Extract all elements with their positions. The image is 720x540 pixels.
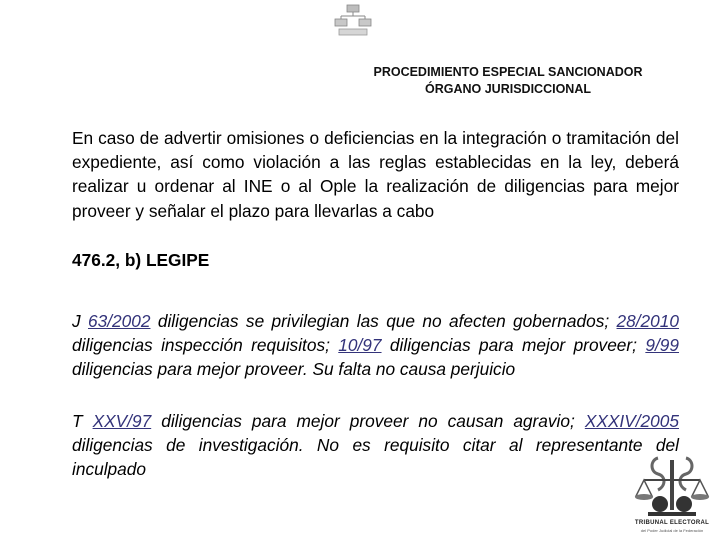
logo-subtitle: del Poder Judicial de la Federación bbox=[640, 528, 704, 533]
thesis-link-xxxiv-2005[interactable]: XXXIV/2005 bbox=[584, 411, 679, 431]
jurisprudence-link-10-97[interactable]: 10/97 bbox=[338, 335, 382, 356]
jurisprudence-text: diligencias inspección requisitos; bbox=[72, 335, 339, 356]
jurisprudence-text: diligencias se privilegian las que no afecten gobernados; bbox=[150, 311, 617, 331]
main-paragraph: En caso de advertir omisiones o deficiencias en la integración o tramitación del expediente, así como violación a las reglas establecidas en la ley, deberá realizar u ordenar al INE o al Ople la realización de diligencias para mejor proveer y señalar el plazo para llevarlas a cabo bbox=[72, 128, 679, 221]
theses-list bbox=[72, 409, 679, 482]
jurisprudence-text: diligencias para mejor proveer. Su falta no causa perjuicio bbox=[72, 359, 516, 380]
header-line-1: PROCEDIMIENTO ESPECIAL SANCIONADOR bbox=[373, 65, 643, 79]
jurisprudence-link-63-2002[interactable]: 63/2002 bbox=[88, 311, 151, 331]
thesis-link-xxv-97[interactable]: XXV/97 bbox=[92, 411, 152, 431]
jurisprudence-list bbox=[72, 309, 679, 382]
jurisprudence-prefix: J bbox=[72, 311, 81, 331]
jurisprudence-text: diligencias para mejor proveer; bbox=[381, 335, 646, 356]
logo-title: TRIBUNAL ELECTORAL bbox=[634, 520, 710, 526]
thesis-text: diligencias para mejor proveer no causan agravio; bbox=[151, 411, 585, 431]
theses-prefix: T bbox=[72, 411, 83, 431]
legal-reference: 476.2, b) LEGIPE bbox=[72, 250, 210, 270]
org-chart-icon bbox=[333, 3, 373, 37]
thesis-text: diligencias de investigación. No es requisito citar al representante del inculpado bbox=[72, 435, 679, 480]
jurisprudence-link-28-2010[interactable]: 28/2010 bbox=[616, 311, 679, 331]
jurisprudence-link-9-99[interactable]: 9/99 bbox=[645, 335, 679, 356]
document-header bbox=[300, 64, 716, 98]
header-line-2: ÓRGANO JURISDICCIONAL bbox=[425, 82, 591, 96]
